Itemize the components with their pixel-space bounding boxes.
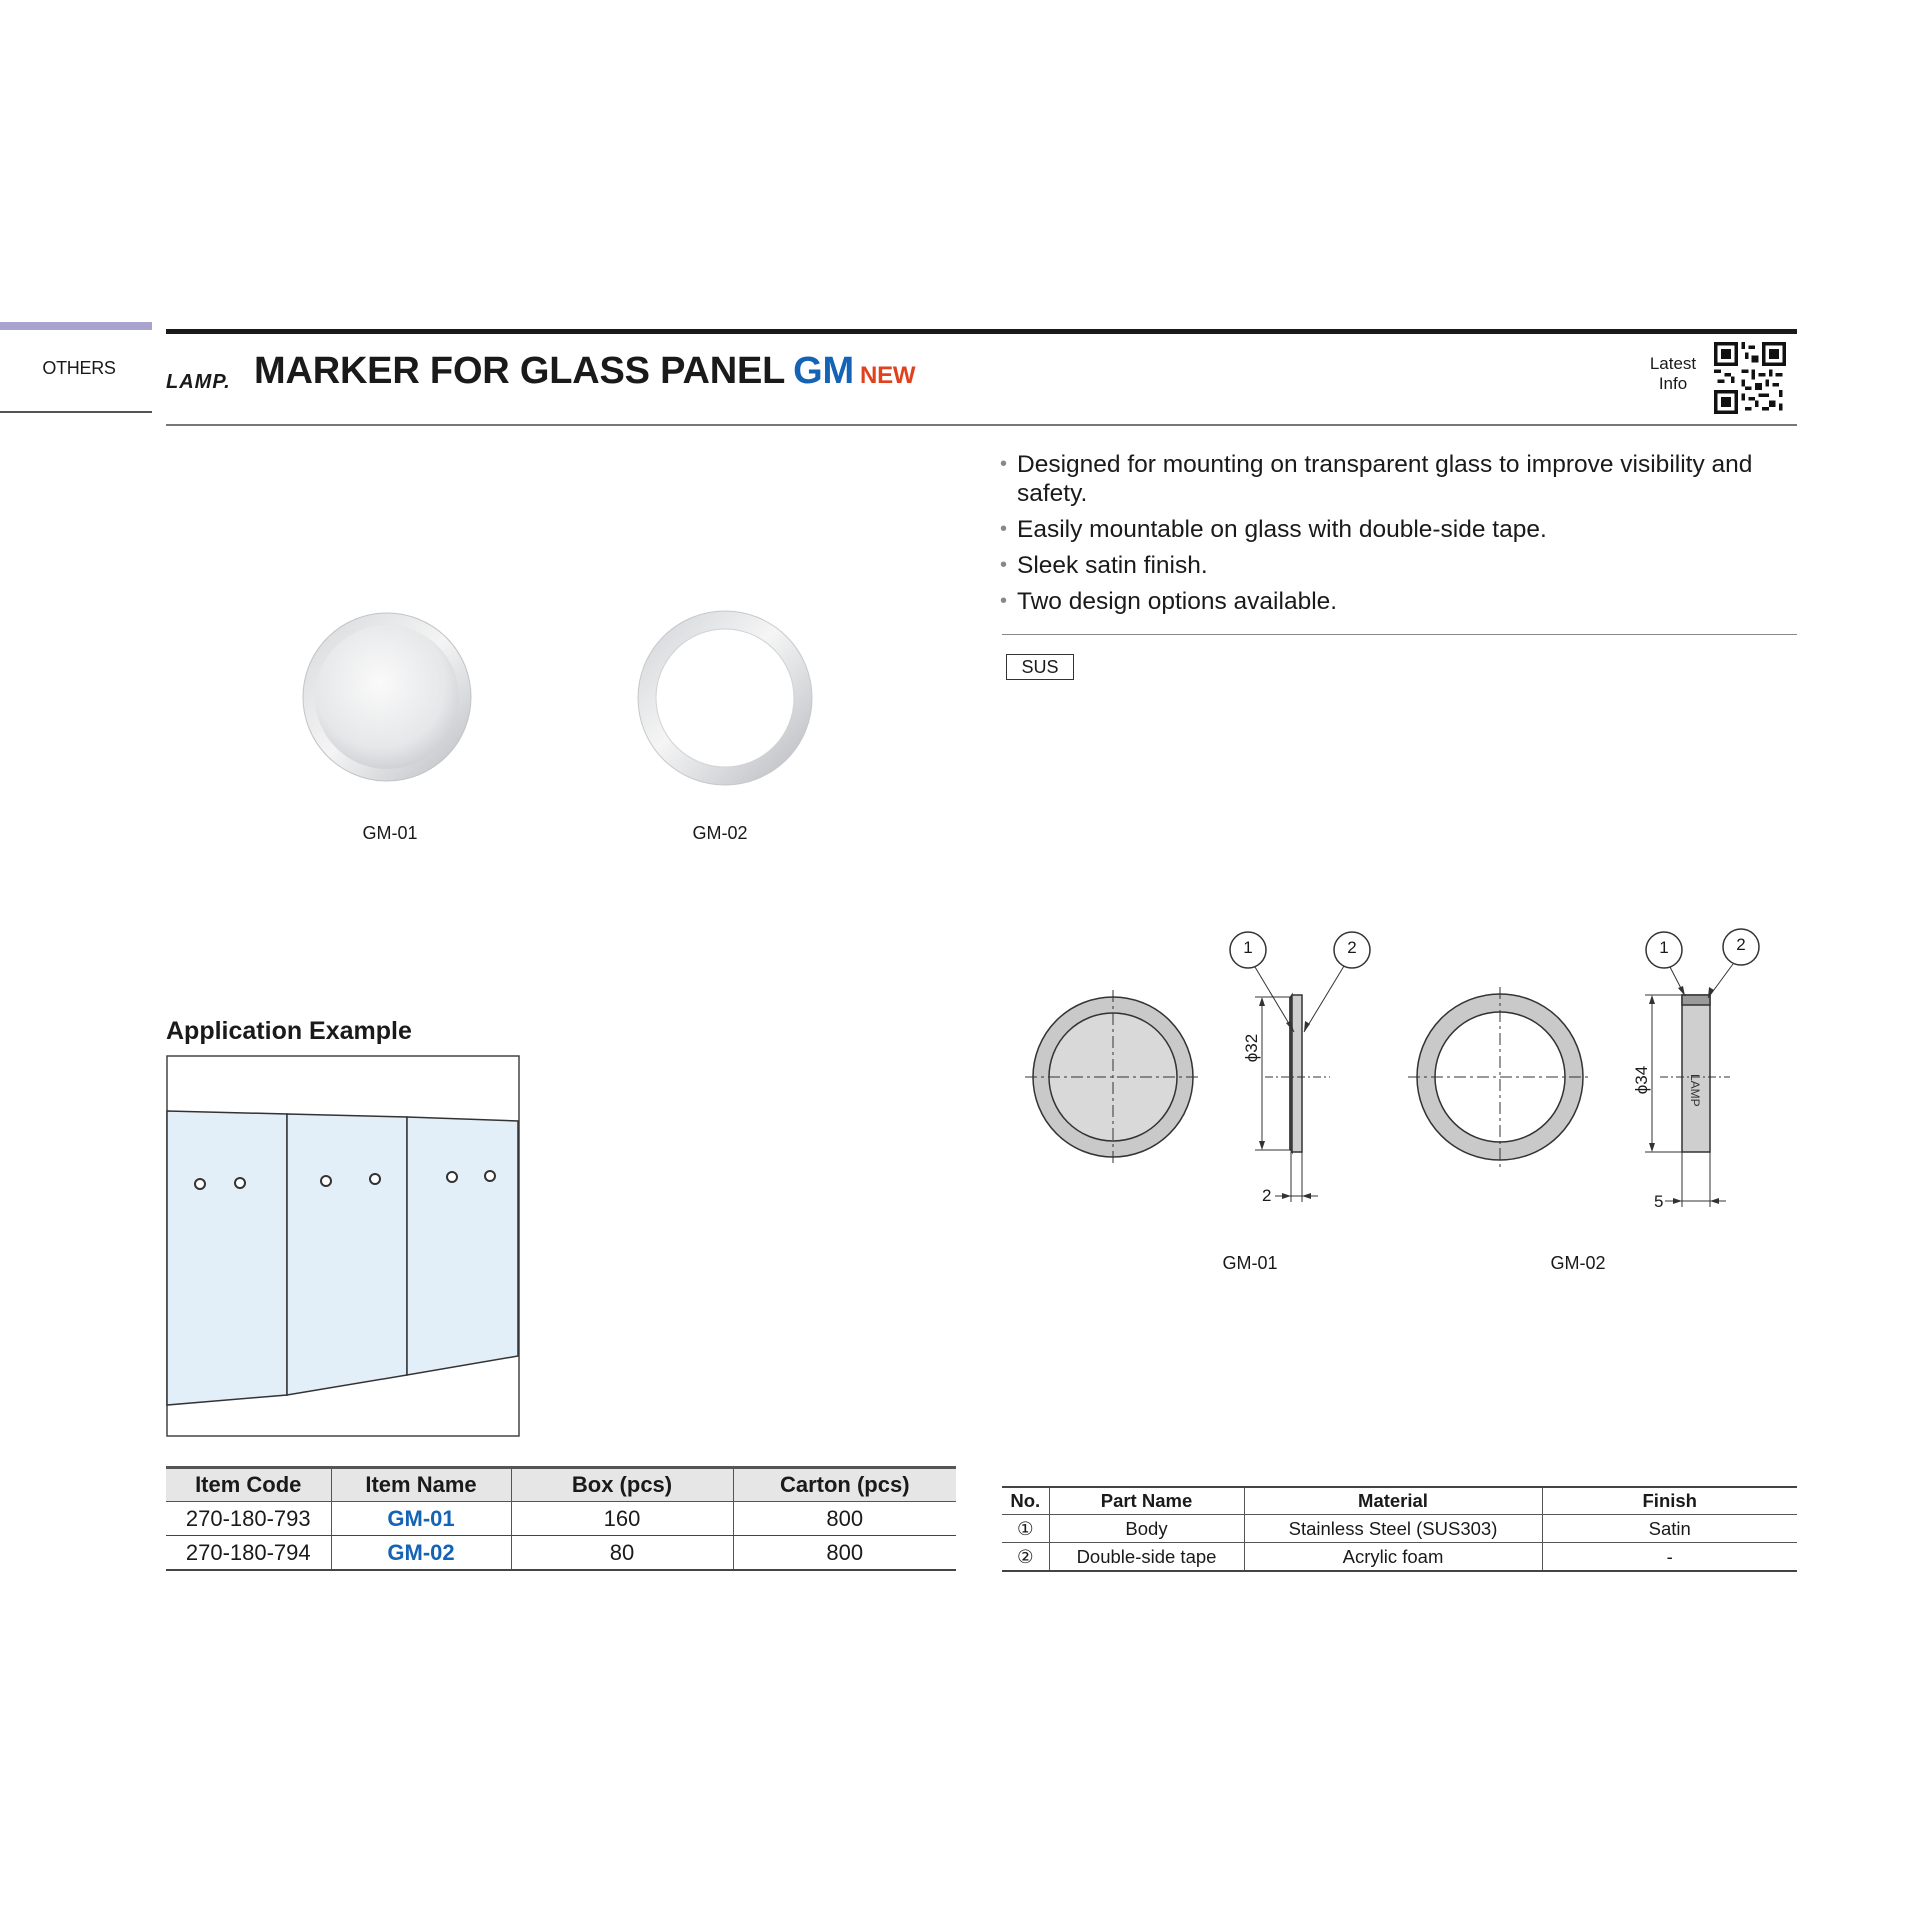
part-material: Stainless Steel (SUS303): [1244, 1515, 1542, 1543]
item-code: 270-180-793: [166, 1502, 331, 1536]
column-header: Item Name: [331, 1468, 511, 1502]
product-photo-gm01: [300, 610, 475, 785]
column-header: Material: [1244, 1487, 1542, 1515]
latest-info-label: Latest Info: [1649, 354, 1697, 393]
title-text: MARKER FOR GLASS PANEL: [254, 350, 786, 392]
callout-2-gm02: 2: [1736, 935, 1746, 954]
part-number: ①: [1002, 1515, 1049, 1543]
box-qty: 80: [511, 1536, 733, 1571]
diameter-label-gm02: ϕ34: [1632, 1065, 1651, 1095]
carton-qty: 800: [733, 1502, 956, 1536]
column-header: Item Code: [166, 1468, 331, 1502]
table-row: [166, 1536, 956, 1571]
column-header: Box (pcs): [511, 1468, 733, 1502]
item-name-link[interactable]: GM-01: [331, 1502, 511, 1536]
table-row: [1002, 1515, 1797, 1543]
item-name-link[interactable]: GM-02: [331, 1536, 511, 1571]
parts-table-header: [1002, 1487, 1797, 1515]
callout-1-gm02: 1: [1659, 938, 1669, 957]
header-bottom-rule: [166, 424, 1797, 426]
part-finish: -: [1542, 1543, 1797, 1572]
drawing-caption-gm01: GM-01: [1222, 1253, 1278, 1273]
series-code: GM: [793, 350, 854, 392]
part-material: Acrylic foam: [1244, 1543, 1542, 1572]
technical-drawings: [1000, 920, 1800, 1290]
diameter-label-gm01: ϕ32: [1242, 1033, 1261, 1063]
feature-divider: [1002, 634, 1797, 635]
feature-list: [1000, 450, 1800, 623]
callout-1-gm01: 1: [1243, 938, 1253, 957]
feature-item: • Sleek satin finish.: [1000, 551, 1800, 580]
category-color-bar: [0, 322, 152, 330]
feature-item: • Easily mountable on glass with double-side tape.: [1000, 515, 1800, 544]
material-tag: SUS: [1006, 654, 1074, 680]
feature-item: • Two design options available.: [1000, 587, 1800, 616]
thickness-label-gm02: 5: [1654, 1192, 1664, 1211]
photo-caption-gm02: GM-02: [692, 823, 748, 843]
box-qty: 160: [511, 1502, 733, 1536]
svg-text:LAMP: LAMP: [1688, 1074, 1702, 1107]
callout-2-gm01: 2: [1347, 938, 1357, 957]
feature-item: • Designed for mounting on transparent glass to improve visibility and safety.: [1000, 450, 1800, 508]
brand-logo: LAMP.: [166, 371, 231, 393]
column-header: Finish: [1542, 1487, 1797, 1515]
category-divider: [0, 411, 152, 413]
header-top-rule: [166, 329, 1797, 334]
category-label: OTHERS: [42, 358, 116, 378]
part-number: ②: [1002, 1543, 1049, 1572]
parts-table: [1002, 1486, 1797, 1572]
application-illustration: [166, 1055, 522, 1438]
table-row: [166, 1502, 956, 1536]
part-name: Double-side tape: [1049, 1543, 1244, 1572]
column-header: Carton (pcs): [733, 1468, 956, 1502]
item-table-header: [166, 1468, 956, 1502]
carton-qty: 800: [733, 1536, 956, 1571]
qr-code-icon[interactable]: [1714, 342, 1786, 414]
photo-caption-gm01: GM-01: [362, 823, 418, 843]
product-photo-gm02: [634, 607, 816, 789]
application-title: Application Example: [166, 1017, 412, 1045]
part-finish: Satin: [1542, 1515, 1797, 1543]
new-badge: NEW: [859, 362, 916, 389]
table-row: [1002, 1543, 1797, 1572]
drawing-caption-gm02: GM-02: [1550, 1253, 1606, 1273]
thickness-label-gm01: 2: [1262, 1186, 1272, 1205]
part-name: Body: [1049, 1515, 1244, 1543]
item-table: [166, 1466, 956, 1571]
column-header: Part Name: [1049, 1487, 1244, 1515]
item-code: 270-180-794: [166, 1536, 331, 1571]
column-header: No.: [1002, 1487, 1049, 1515]
page-title: [254, 350, 915, 393]
